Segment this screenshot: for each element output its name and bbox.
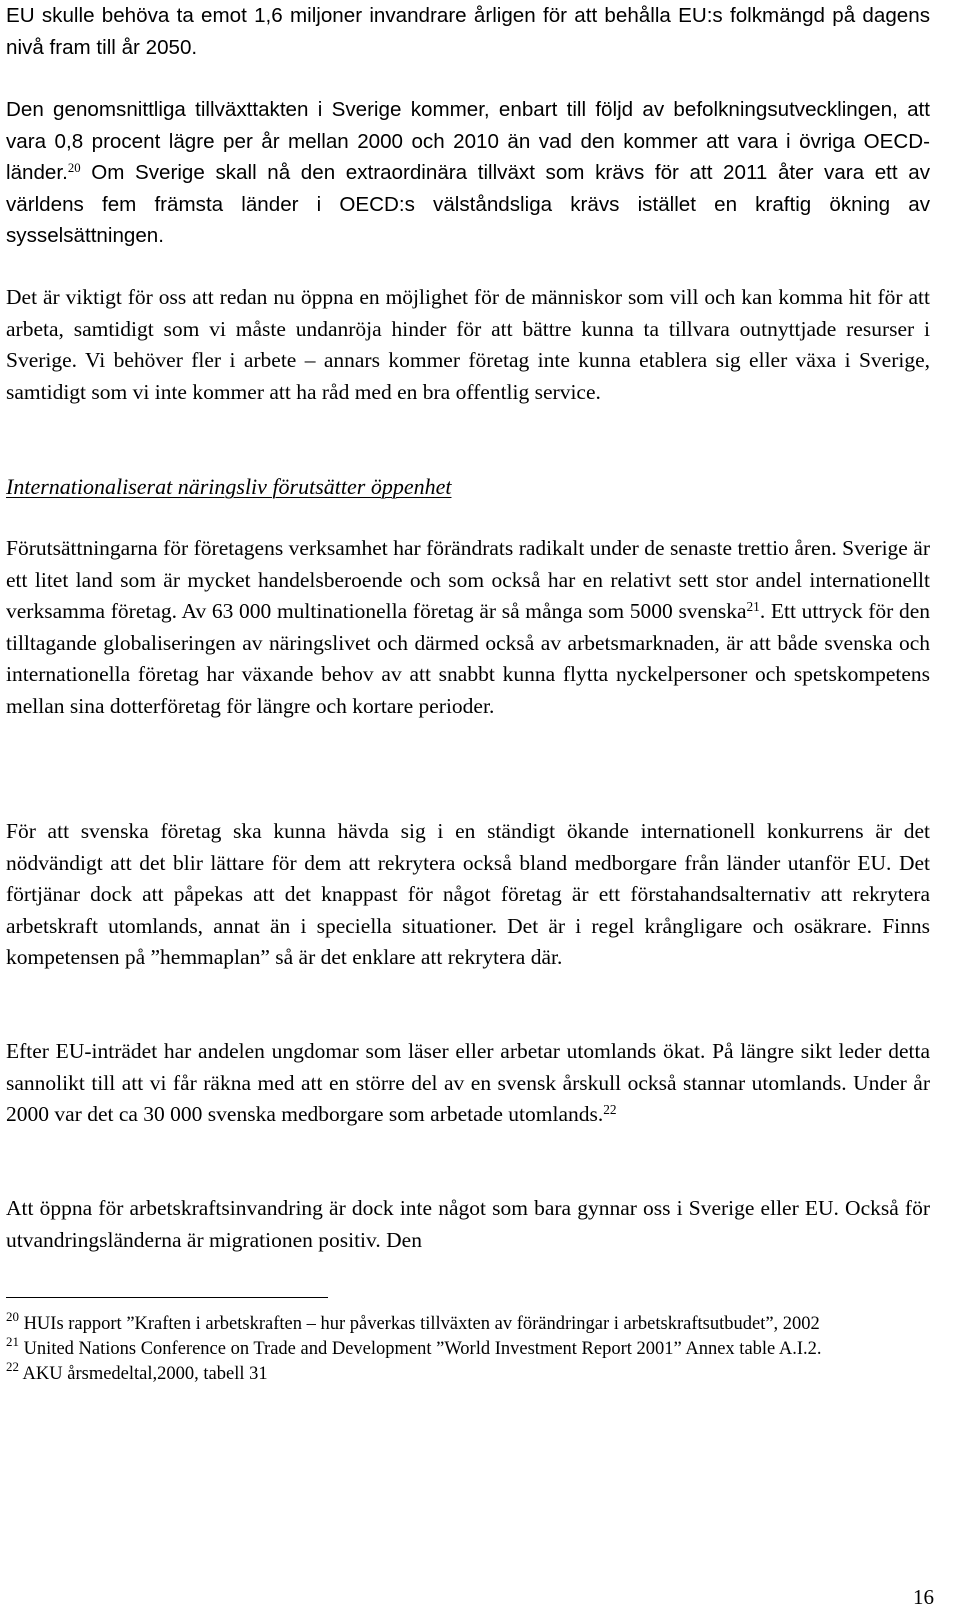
- paragraph-growth-rate: Den genomsnittliga tillväxttakten i Sverige kommer, enbart till följd av befolkningsutvecklingen, att vara 0,8 procent lägre per år mellan 2000 och 2010 än vad den kommer att vara i övriga OECD-länder.$^{20}$ Om Sverige skall nå den extraordinära tillväxt som krävs för att 2011 åter vara ett av världens fem främsta länder i OECD:s välståndsliga krävs istället en kraftig ökning av sysselsättningen.: [6, 98, 930, 248]
- footnote-ref-21[interactable]: 21: [746, 598, 760, 614]
- paragraph-conditions-changed: Förutsättningarna för företagens verksamhet har förändrats radikalt under de senaste trettio åren. Sverige är ett litet land som är mycket handelsberoende och som också har en relativt sett stor andel internationellt verksamma företag. Av 63 000 multinationella företag är så många som 5000 svenska$^{21}$. Ett uttryck för den tilltagande globaliseringen av näringslivet och därmed också av arbetsmarknaden, är att både svenska och internationella företag har växande behov av att snabbt kunna flytta nyckelpersoner och spetskompetens mellan sina dotterföretag för längre och kortare perioder.: [6, 536, 930, 718]
- paragraph-eu-immigration: EU skulle behöva ta emot 1,6 miljoner invandrare årligen för att behålla EU:s folkmängd på dagens nivå fram till år 2050.: [6, 4, 930, 59]
- footnote-ref-20[interactable]: 20: [67, 161, 81, 176]
- footnote-21: [6, 1334, 906, 1362]
- footnote-number: 21: [6, 1334, 19, 1350]
- paragraph-swedish-companies: För att svenska företag ska kunna hävda sig i en ständigt ökande internationell konkurrens är det nödvändigt att det blir lättare för dem att rekrytera också bland medborgare från länder utanför EU. Det förtjänar dock att påpekas att det knappast för något företag är ett förstahandsalternativ att rekrytera arbetskraft utomlands, annat än i speciella situationer. Det är i regel krångligare och osäkrare. Finns kompetensen på ”hemmaplan” så är det enklare att rekrytera där.: [6, 819, 930, 970]
- footnote-20: [6, 1309, 906, 1337]
- footnote-text: AKU årsmedeltal,2000, tabell 31: [22, 1364, 268, 1384]
- section-heading: Internationaliserat näringsliv förutsätter öppenhet: [6, 474, 452, 499]
- footnote-number: 22: [6, 1359, 19, 1375]
- paragraph-open-possibility: Det är viktigt för oss att redan nu öppna en möjlighet för de människor som vill och kan komma hit för att arbeta, samtidigt som vi måste undanröja hinder för att bättre kunna ta tillvara outnyttjade resurser i Sverige. Vi behöver fler i arbete – annars kommer företag inte kunna etablera sig eller växa i Sverige, samtidigt som vi inte kommer att ha råd med en bra offentlig service.: [6, 285, 930, 404]
- footnote-ref-22[interactable]: 22: [603, 1101, 617, 1117]
- paragraph-open-labor-migration: Att öppna för arbetskraftsinvandring är dock inte något som bara gynnar oss i Sverige eller EU. Också för utvandringsländerna är migrationen positiv. Den: [6, 1196, 930, 1252]
- footnote-separator: [6, 1297, 328, 1298]
- footnote-number: 20: [6, 1309, 19, 1325]
- footnotes: [6, 1309, 906, 1387]
- footnote-text: United Nations Conference on Trade and Development ”World Investment Report 2001” Annex table A.I.2.: [23, 1339, 822, 1359]
- footnote-text: HUIs rapport ”Kraften i arbetskraften – hur påverkas tillväxten av förändringar i arbetskraftsutbudet”, 2002: [23, 1314, 820, 1334]
- page-number: 16: [913, 1585, 934, 1609]
- footnote-22: [6, 1359, 906, 1387]
- paragraph-eu-entry: Efter EU-inträdet har andelen ungdomar som läser eller arbetar utomlands ökat. På längre sikt leder detta sannolikt till att vi får räkna med att en större del av en svensk årskull också stannar utomlands. Under år 2000 var det ca 30 000 svenska medborgare som arbetade utomlands.$^{22}$: [6, 1039, 930, 1127]
